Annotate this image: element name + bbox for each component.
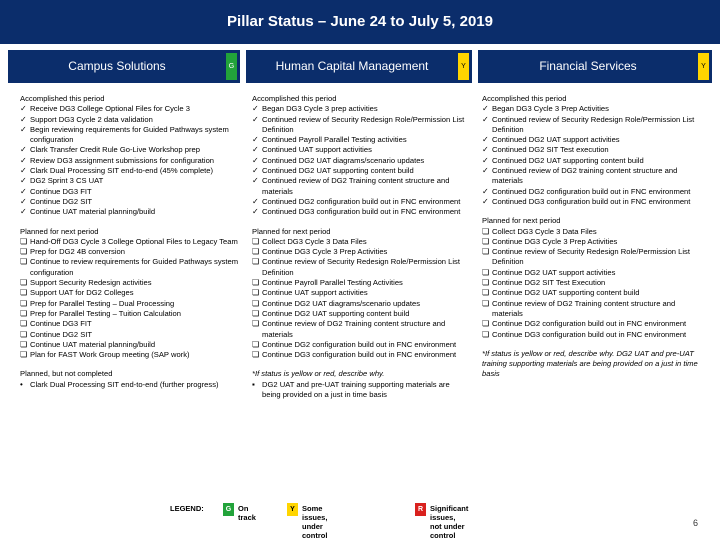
list-item-text: Continued DG2 UAT support activities <box>492 135 620 145</box>
checkmark-icon: ✓ <box>252 145 259 155</box>
list-item-text: Began DG3 Cycle 3 Prep Activities <box>492 104 609 114</box>
list-item <box>482 319 708 329</box>
checkbox-icon: ❏ <box>252 257 260 267</box>
list-item <box>252 299 468 309</box>
legend-swatch-green: G <box>223 503 234 516</box>
status-note-list <box>252 380 468 401</box>
bullet-icon: ▪ <box>252 379 255 389</box>
list-item <box>252 145 468 155</box>
list-item-text: Continue review of Security Redesign Role/Permission List Definition <box>262 257 460 277</box>
list-item <box>20 176 240 186</box>
checkbox-icon: ❏ <box>482 298 490 308</box>
list-item-text: Continued DG2 UAT diagrams/scenario updates <box>262 155 425 165</box>
checkmark-icon: ✓ <box>482 104 489 114</box>
list-item <box>482 237 708 247</box>
list-item-text: Continued review of Security Redesign Role/Permission List Definition <box>492 114 695 134</box>
checkbox-icon: ❏ <box>252 319 260 329</box>
legend-text-green: On track <box>238 504 256 522</box>
list-item <box>20 278 240 288</box>
checkbox-icon: ❏ <box>20 350 28 360</box>
list-item <box>482 268 708 278</box>
list-item-text: Continue UAT material planning/build <box>30 207 156 217</box>
list-item-text: Continue UAT material planning/build <box>30 339 156 349</box>
checkbox-icon: ❏ <box>482 288 490 298</box>
bullet-icon: • <box>20 379 23 389</box>
checkbox-icon: ❏ <box>252 308 260 318</box>
list-item <box>482 156 708 166</box>
list-item <box>20 247 240 257</box>
checkbox-icon: ❏ <box>20 308 28 318</box>
list-item-text: Continue DG2 UAT support activities <box>492 267 616 277</box>
list-item <box>252 237 468 247</box>
checkmark-icon: ✓ <box>252 166 259 176</box>
list-item-text: Continue DG2 UAT diagrams/scenario updates <box>262 298 421 308</box>
checkbox-icon: ❏ <box>20 329 28 339</box>
list-item-text: Continue review of Security Redesign Role/Permission List Definition <box>492 247 690 267</box>
item-list <box>482 104 708 207</box>
checkmark-icon: ✓ <box>252 207 259 217</box>
checkmark-icon: ✓ <box>20 196 27 206</box>
section-heading: Accomplished this period <box>482 94 567 103</box>
list-item-text: Support DG3 Cycle 2 data validation <box>30 114 153 124</box>
list-item <box>20 145 240 155</box>
list-item-text: Continued DG2 UAT supporting content build <box>262 166 414 176</box>
checkmark-icon: ✓ <box>252 104 259 114</box>
item-list <box>20 104 240 217</box>
checkbox-icon: ❏ <box>252 247 260 257</box>
column-header-human-capital <box>246 50 472 83</box>
list-item <box>20 197 240 207</box>
list-item-text: Support UAT for DG2 Colleges <box>30 288 134 298</box>
list-item-text: Support Security Redesign activities <box>30 278 152 288</box>
list-item-text: Continue DG2 configuration build out in FNC environment <box>262 339 457 349</box>
list-item <box>482 135 708 145</box>
checkbox-icon: ❏ <box>20 339 28 349</box>
checkmark-icon: ✓ <box>252 176 259 186</box>
list-item <box>20 115 240 125</box>
checkmark-icon: ✓ <box>20 176 27 186</box>
checkbox-icon: ❏ <box>20 236 28 246</box>
checkbox-icon: ❏ <box>20 278 28 288</box>
checkmark-icon: ✓ <box>20 186 27 196</box>
list-item-text: Continue UAT support activities <box>262 288 368 298</box>
column-title: Campus Solutions <box>68 59 166 73</box>
checkmark-icon: ✓ <box>482 155 489 165</box>
checkmark-icon: ✓ <box>482 196 489 206</box>
list-item <box>252 309 468 319</box>
checkmark-icon: ✓ <box>20 207 27 217</box>
legend-swatch-red: R <box>415 503 426 516</box>
checkbox-icon: ❏ <box>482 329 490 339</box>
list-item-text: Begin reviewing requirements for Guided Pathways system configuration <box>30 124 229 145</box>
list-item-text: Continued DG2 configuration build out in FNC environment <box>262 196 461 206</box>
checkbox-icon: ❏ <box>20 257 28 267</box>
list-item <box>482 278 708 288</box>
list-item <box>482 299 708 320</box>
section-heading: Accomplished this period <box>20 94 105 103</box>
item-list <box>482 227 708 340</box>
checkbox-icon: ❏ <box>252 288 260 298</box>
checkmark-icon: ✓ <box>252 196 259 206</box>
list-item-text: Continued DG3 configuration build out in FNC environment <box>492 196 691 206</box>
list-item <box>252 156 468 166</box>
checkmark-icon: ✓ <box>482 114 489 124</box>
checkbox-icon: ❏ <box>252 339 260 349</box>
list-item <box>252 176 468 197</box>
list-item <box>252 135 468 145</box>
list-item-text: Continue DG3 Cycle 3 Prep Activities <box>262 247 388 257</box>
list-item-text: Continued DG3 configuration build out in FNC environment <box>262 207 461 217</box>
checkbox-icon: ❏ <box>482 267 490 277</box>
list-item <box>252 207 468 217</box>
item-list <box>252 237 468 361</box>
list-item <box>20 237 240 247</box>
list-item <box>20 104 240 114</box>
list-item-text: Continue DG3 configuration build out in FNC environment <box>262 350 457 360</box>
status-badge: Y <box>698 53 709 80</box>
status-note-title: *If status is yellow or red, describe why. <box>252 369 385 379</box>
list-item <box>482 330 708 340</box>
section-heading: Planned, but not completed <box>20 369 113 379</box>
list-item <box>482 187 708 197</box>
status-note-text: DG2 UAT and pre-UAT training supporting materials are being provided on a just in time basis <box>262 379 450 400</box>
list-item <box>252 340 468 350</box>
list-item <box>482 166 708 187</box>
list-item-text: Continued DG2 configuration build out in FNC environment <box>492 186 691 196</box>
financial-services-body <box>482 94 708 380</box>
checkmark-icon: ✓ <box>20 124 27 134</box>
legend-text-red: Significant issues, not under control <box>430 504 469 540</box>
checkbox-icon: ❏ <box>482 236 490 246</box>
list-item <box>20 125 240 146</box>
list-item <box>20 156 240 166</box>
list-item-text: Plan for FAST Work Group meeting (SAP work) <box>30 350 190 360</box>
list-item-text: Continued review of DG2 training content structure and materials <box>492 166 678 186</box>
human-capital-body <box>252 94 468 400</box>
checkmark-icon: ✓ <box>482 186 489 196</box>
section-heading: Planned for next period <box>482 216 561 226</box>
list-item <box>482 104 708 114</box>
list-item-text: Collect DG3 Cycle 3 Data Files <box>492 226 597 236</box>
list-item-text: Continue review of DG2 Training content structure and materials <box>262 319 446 339</box>
list-item <box>252 319 468 340</box>
list-item <box>20 166 240 176</box>
checkmark-icon: ✓ <box>20 114 27 124</box>
list-item-text: Continue DG2 SIT <box>30 329 93 339</box>
column-title: Financial Services <box>539 59 637 73</box>
list-item-text: Continue DG3 FIT <box>30 319 92 329</box>
list-item-text: Continued review of Security Redesign Role/Permission List Definition <box>262 114 465 134</box>
legend-label: LEGEND: <box>170 504 204 513</box>
item-list <box>20 237 240 361</box>
list-item <box>252 350 468 360</box>
list-item <box>482 227 708 237</box>
checkbox-icon: ❏ <box>252 298 260 308</box>
checkmark-icon: ✓ <box>20 104 27 114</box>
section-heading: Accomplished this period <box>252 94 337 103</box>
list-item <box>252 166 468 176</box>
list-item <box>20 350 240 360</box>
section-heading: Planned for next period <box>20 226 99 236</box>
list-item-text: Continue DG2 UAT supporting content build <box>262 308 410 318</box>
list-item <box>20 319 240 329</box>
status-note-item <box>252 380 468 401</box>
list-item <box>482 247 708 268</box>
page-number: 6 <box>692 518 698 528</box>
list-item <box>20 187 240 197</box>
list-item <box>482 197 708 207</box>
legend-swatch-yellow: Y <box>287 503 298 516</box>
list-item <box>252 104 468 114</box>
checkmark-icon: ✓ <box>252 135 259 145</box>
list-item-text: Continued UAT support activities <box>262 145 372 155</box>
list-item-text: Continue DG2 SIT <box>30 196 93 206</box>
list-item-text: Continue DG2 configuration build out in FNC environment <box>492 319 687 329</box>
item-list <box>252 104 468 217</box>
list-item <box>482 145 708 155</box>
checkbox-icon: ❏ <box>252 278 260 288</box>
list-item-text: Clark Transfer Credit Rule Go-Live Workshop prep <box>30 145 200 155</box>
list-item <box>20 288 240 298</box>
list-item-text: Clark Dual Processing SIT end-to-end (45% complete) <box>30 166 214 176</box>
list-item <box>252 247 468 257</box>
checkmark-icon: ✓ <box>252 155 259 165</box>
section-heading: Planned for next period <box>252 226 331 236</box>
list-item-text: Collect DG3 Cycle 3 Data Files <box>262 236 367 246</box>
list-item-text: Continued review of DG2 Training content structure and materials <box>262 176 450 196</box>
list-item-text: Continue DG2 SIT Test Execution <box>492 278 606 288</box>
list-item-text: Continue review of DG2 Training content structure and materials <box>492 298 676 318</box>
campus-solutions-body <box>20 94 240 390</box>
list-item-text: Continue DG3 FIT <box>30 186 92 196</box>
checkmark-icon: ✓ <box>20 166 27 176</box>
list-item-text: DG2 Sprint 3 CS UAT <box>30 176 104 186</box>
checkbox-icon: ❏ <box>20 247 28 257</box>
status-badge: Y <box>458 53 469 80</box>
checkmark-icon: ✓ <box>20 145 27 155</box>
list-item-text: Clark Dual Processing SIT end-to-end (further progress) <box>30 379 219 389</box>
checkmark-icon: ✓ <box>482 135 489 145</box>
checkmark-icon: ✓ <box>482 166 489 176</box>
list-item-text: Continued DG2 UAT supporting content build <box>492 155 644 165</box>
list-item-text: Continue DG2 UAT supporting content build <box>492 288 640 298</box>
checkbox-icon: ❏ <box>252 236 260 246</box>
list-item-text: Began DG3 Cycle 3 prep activities <box>262 104 378 114</box>
list-item-text: Continue DG3 Cycle 3 Prep Activities <box>492 236 618 246</box>
list-item-text: Prep for Parallel Testing – Tuition Calculation <box>30 308 181 318</box>
checkbox-icon: ❏ <box>252 350 260 360</box>
list-item-text: Prep for Parallel Testing – Dual Processing <box>30 298 175 308</box>
list-item-text: Review DG3 assignment submissions for configuration <box>30 155 215 165</box>
list-item-text: Prep for DG2 4B conversion <box>30 247 125 257</box>
list-item <box>252 197 468 207</box>
list-item-text: Continue to review requirements for Guided Pathways system configuration <box>30 257 239 277</box>
list-item <box>20 299 240 309</box>
list-item <box>252 115 468 136</box>
list-item-text: Continued Payroll Parallel Testing activities <box>262 135 407 145</box>
list-item <box>20 309 240 319</box>
list-item <box>20 207 240 217</box>
checkbox-icon: ❏ <box>482 319 490 329</box>
status-badge: G <box>226 53 237 80</box>
item-list <box>20 380 240 390</box>
list-item <box>482 115 708 136</box>
checkbox-icon: ❏ <box>482 247 490 257</box>
list-item-text: Continue Payroll Parallel Testing Activities <box>262 278 403 288</box>
list-item <box>20 380 240 390</box>
list-item-text: Receive DG3 College Optional Files for Cycle 3 <box>30 104 190 114</box>
column-header-campus-solutions <box>8 50 240 83</box>
checkbox-icon: ❏ <box>20 298 28 308</box>
column-title: Human Capital Management <box>275 59 429 73</box>
list-item <box>20 330 240 340</box>
list-item <box>20 257 240 278</box>
list-item-text: Continued DG2 SIT Test execution <box>492 145 609 155</box>
list-item-text: Hand-Off DG3 Cycle 3 College Optional Files to Legacy Team <box>30 236 238 246</box>
checkmark-icon: ✓ <box>252 114 259 124</box>
checkbox-icon: ❏ <box>20 288 28 298</box>
list-item <box>252 257 468 278</box>
list-item <box>252 288 468 298</box>
list-item <box>482 288 708 298</box>
list-item <box>252 278 468 288</box>
status-note: *If status is yellow or red, describe why. DG2 UAT and pre-UAT training supporting materials are being provided on a just in time basis <box>482 348 698 379</box>
checkbox-icon: ❏ <box>482 278 490 288</box>
list-item-text: Continue DG3 configuration build out in FNC environment <box>492 329 687 339</box>
list-item <box>20 340 240 350</box>
legend-text-yellow: Some issues, under control <box>302 504 328 540</box>
checkbox-icon: ❏ <box>20 319 28 329</box>
page-title: Pillar Status – June 24 to July 5, 2019 <box>0 0 720 44</box>
checkbox-icon: ❏ <box>482 226 490 236</box>
column-header-financial-services <box>478 50 712 83</box>
checkmark-icon: ✓ <box>482 145 489 155</box>
checkmark-icon: ✓ <box>20 155 27 165</box>
